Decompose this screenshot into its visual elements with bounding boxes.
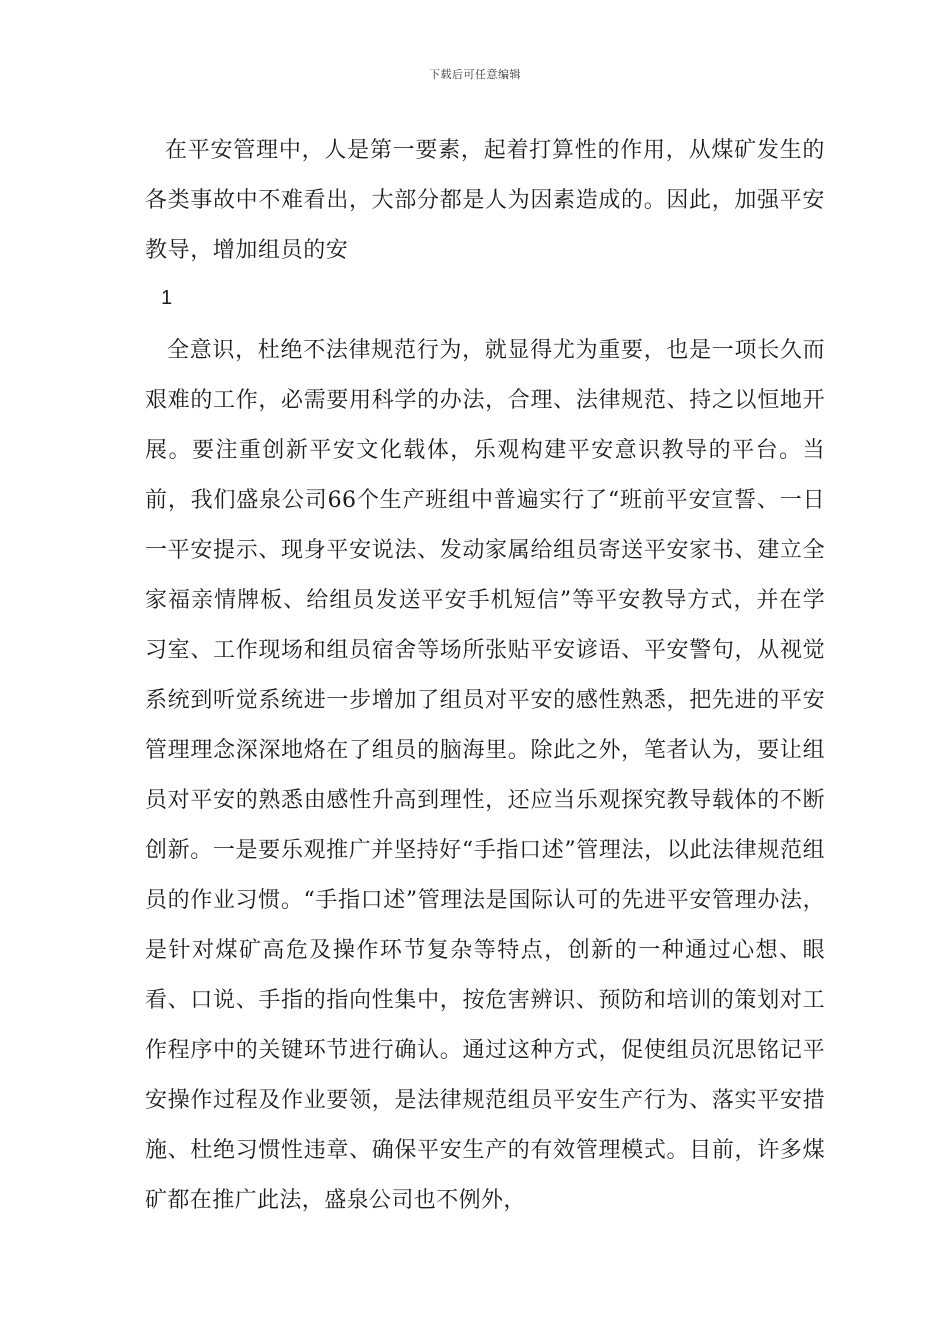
paragraph-2: 全意识，杜绝不法律规范行为，就显得尤为重要，也是一项长久而艰难的工作，必需要用科学的办法，合理、法律规范、持之以恒地开展。要注重创新平安文化载体，乐观构建平安意识教导的平台。当前，我们盛泉公司66个生产班组中普遍实行了“班前平安宣誓、一日一平安提示、现身平安说法、发动家属给组员寄送平安家书、建立全家福亲情牌板、给组员发送平安手机短信”等平安教导方式，并在学习室、工作现场和组员宿舍等场所张贴平安谚语、平安警句，从视觉系统到听觉系统进一步增加了组员对平安的感性熟悉，把先进的平安管理理念深深地烙在了组员的脑海里。除此之外，笔者认为，要让组员对平安的熟悉由感性升高到理性，还应当乐观探究教导载体的不断创新。一是要乐观推广并坚持好“手指口述”管理法，以此法律规范组员的作业习惯。“手指口述”管理法是国际认可的先进平安管理办法，是针对煤矿高危及操作环节复杂等特点，创新的一种通过心想、眼看、口说、手指的指向性集中，按危害辨识、预防和培训的策划对工作程序中的关键环节进行确认。通过这种方式，促使组员沉思铭记平安操作过程及作业要领，是法律规范组员平安生产行为、落实平安措施、杜绝习惯性违章、确保平安生产的有效管理模式。目前，许多煤矿都在推广此法，盛泉公司也不例外，: [145, 338, 825, 1213]
paragraph-1: 在平安管理中，人是第一要素，起着打算性的作用，从煤矿发生的各类事故中不难看出，大部分都是人为因素造成的。因此，加强平安教导，增加组员的安: [145, 138, 825, 263]
page-header-note: 下载后可任意编辑: [429, 68, 521, 81]
page-number: 1: [161, 287, 173, 309]
